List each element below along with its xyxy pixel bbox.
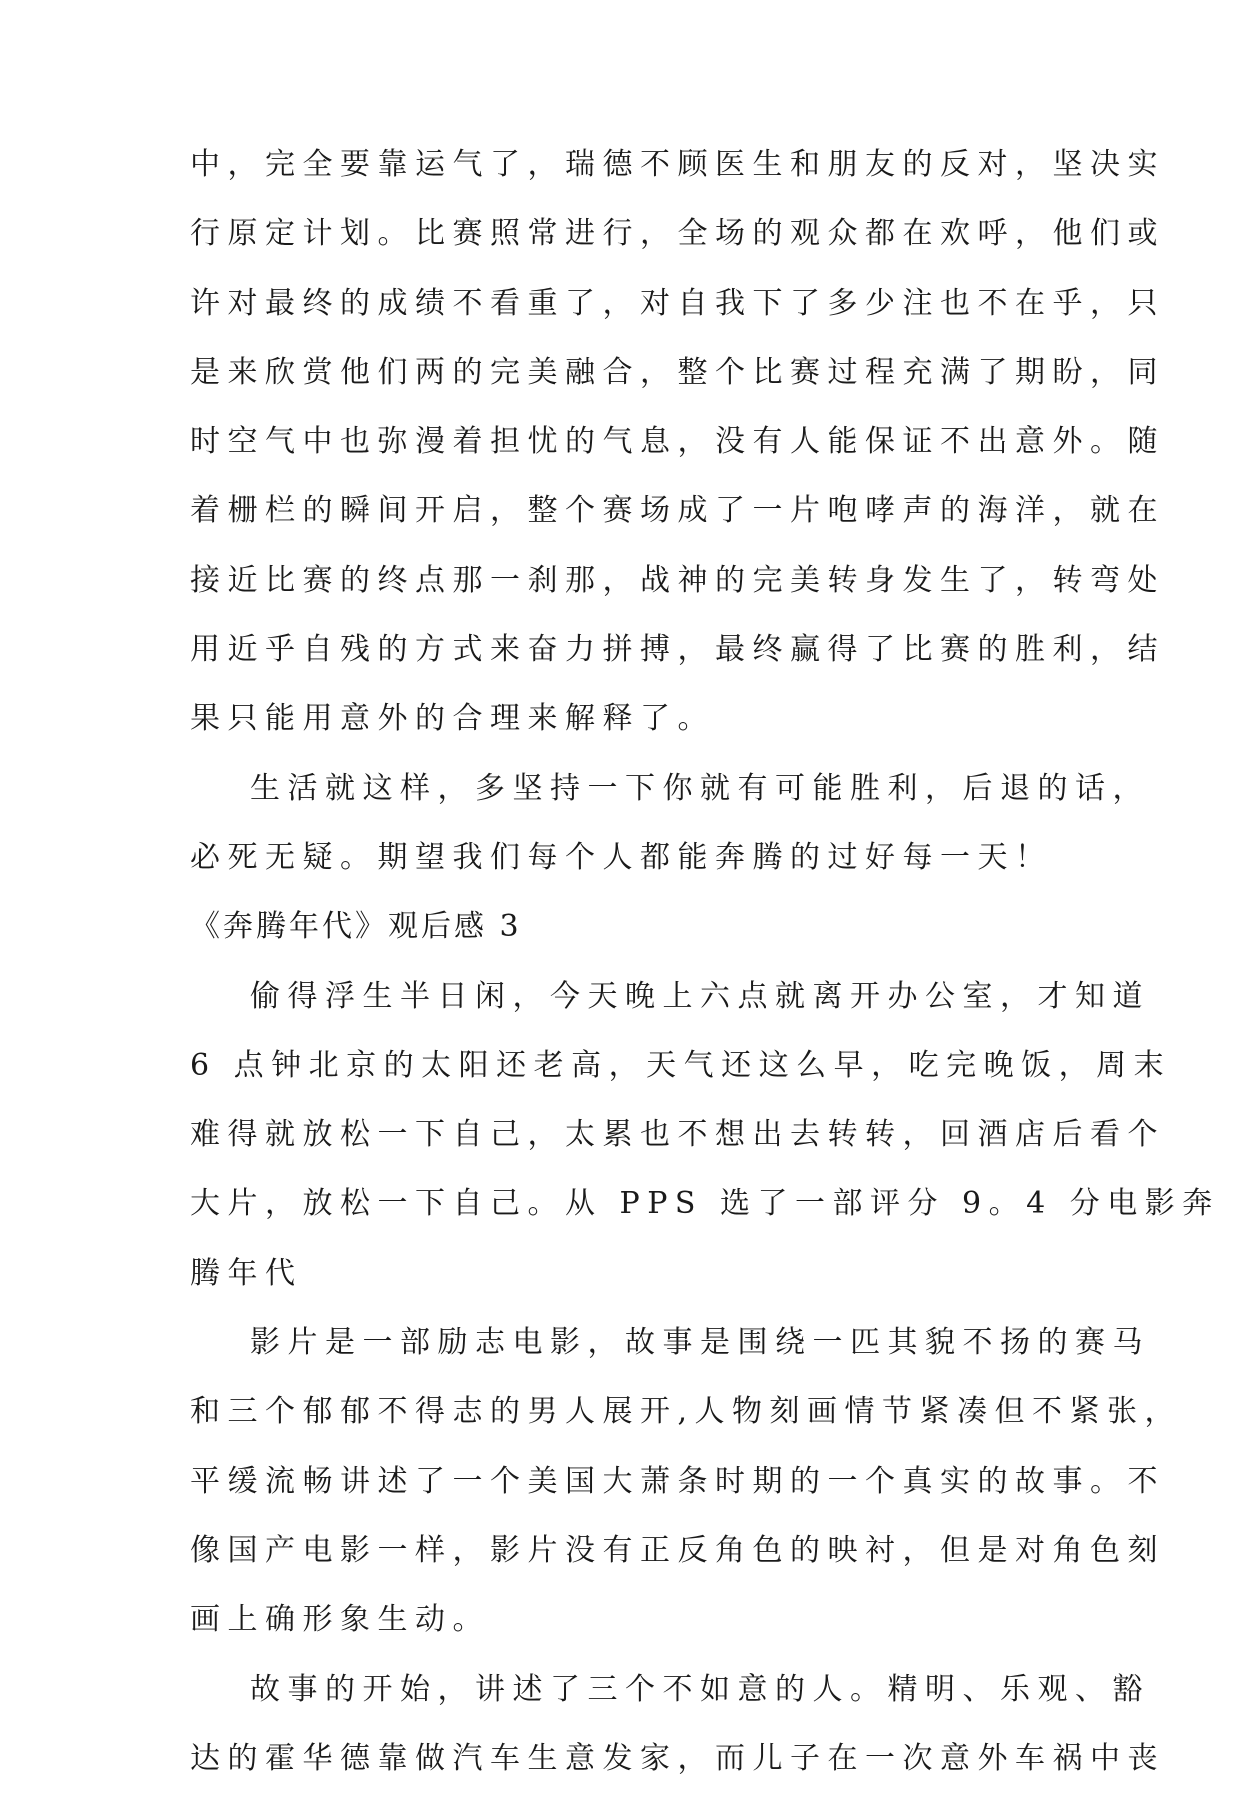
- paragraph-line: 大片，放松一下自己。从 PPS 选了一部评分 9。4 分电影奔: [190, 1186, 1220, 1222]
- paragraph-line: 用近乎自残的方式来奋力拼搏，最终赢得了比赛的胜利，结: [190, 632, 1165, 668]
- paragraph-line: 许对最终的成绩不看重了，对自我下了多少注也不在乎，只: [190, 285, 1165, 321]
- paragraph-line: 影片是一部励志电影，故事是围绕一匹其貌不扬的赛马: [250, 1325, 1150, 1361]
- paragraph-line: 偷得浮生半日闲，今天晚上六点就离开办公室，才知道: [250, 978, 1150, 1014]
- paragraph-line: 接近比赛的终点那一刹那，战神的完美转身发生了，转弯处: [190, 562, 1165, 598]
- paragraph-line: 生活就这样，多坚持一下你就有可能胜利，后退的话，: [250, 770, 1150, 806]
- paragraph-line: 像国产电影一样，影片没有正反角色的映衬，但是对角色刻: [190, 1532, 1165, 1568]
- paragraph-line: 达的霍华德靠做汽车生意发家，而儿子在一次意外车祸中丧: [190, 1740, 1165, 1776]
- paragraph-line: 画上确形象生动。: [190, 1602, 490, 1638]
- paragraph-line: 故事的开始，讲述了三个不如意的人。精明、乐观、豁: [250, 1671, 1150, 1707]
- paragraph-line: 和三个郁郁不得志的男人展开,人物刻画情节紧凑但不紧张，: [190, 1394, 1183, 1430]
- paragraph-line: 行原定计划。比赛照常进行，全场的观众都在欢呼，他们或: [190, 216, 1165, 252]
- paragraph-line: 6 点钟北京的太阳还老高，天气还这么早，吃完晚饭，周末: [190, 1047, 1172, 1083]
- paragraph-line: 难得就放松一下自己，太累也不想出去转转，回酒店后看个: [190, 1117, 1165, 1153]
- paragraph-line: 必死无疑。期望我们每个人都能奔腾的过好每一天！: [190, 839, 1053, 875]
- document-body: [190, 130, 1220, 1793]
- section-heading: 《奔腾年代》观后感 3: [190, 909, 522, 945]
- paragraph-line: 平缓流畅讲述了一个美国大萧条时期的一个真实的故事。不: [190, 1463, 1165, 1499]
- paragraph-line: 腾年代: [190, 1255, 303, 1291]
- paragraph-line: 着栅栏的瞬间开启，整个赛场成了一片咆哮声的海洋，就在: [190, 493, 1165, 529]
- paragraph-line: 是来欣赏他们两的完美融合，整个比赛过程充满了期盼，同: [190, 354, 1165, 390]
- paragraph-line: 中，完全要靠运气了，瑞德不顾医生和朋友的反对，坚决实: [190, 147, 1165, 182]
- paragraph-line: 果只能用意外的合理来解释了。: [190, 701, 715, 737]
- paragraph-line: 时空气中也弥漫着担忧的气息，没有人能保证不出意外。随: [190, 424, 1165, 460]
